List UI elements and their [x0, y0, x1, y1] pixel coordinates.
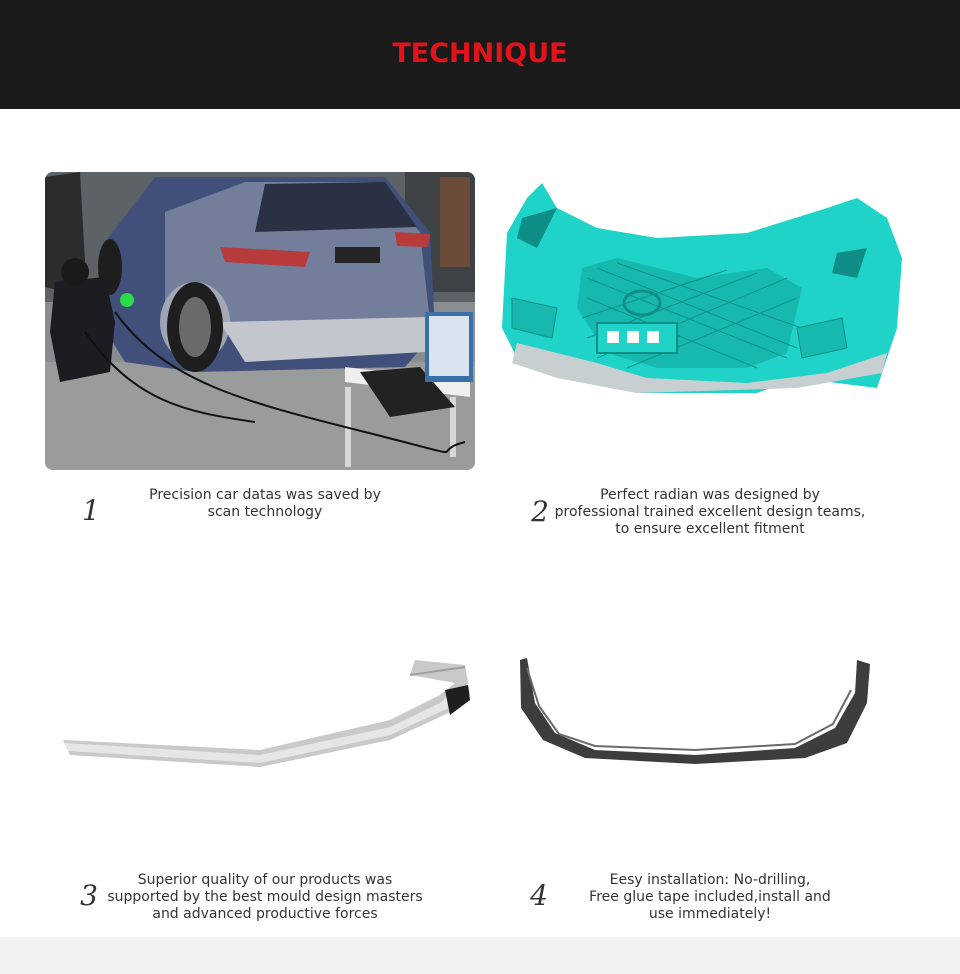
step-1-line-1: Precision car datas was saved by	[149, 487, 381, 503]
step-3-description	[100, 872, 430, 923]
step-3-number: 3	[80, 879, 98, 912]
step-3-line-2: supported by the best mould design masters	[107, 889, 423, 905]
car-scanning-photo	[45, 172, 475, 470]
step-2-line-2: professional trained excellent design teams,	[554, 504, 866, 520]
page-title: TECHNIQUE	[392, 38, 568, 69]
grey-lip-render	[60, 655, 472, 780]
step-2-description	[545, 487, 875, 538]
step-1-description	[120, 487, 410, 521]
step-4-number: 4	[530, 879, 548, 912]
step-1-line-2: scan technology	[207, 504, 323, 520]
header-banner	[0, 0, 960, 109]
step-4-description	[570, 872, 850, 923]
step-2-line-1: Perfect radian was designed by	[600, 487, 820, 503]
step-3-line-1: Superior quality of our products was	[137, 872, 393, 888]
footer-bar	[0, 937, 960, 974]
step-4-line-2: Free glue tape included,install and	[589, 889, 831, 905]
step-2-number: 2	[531, 495, 549, 528]
step-2-line-3: to ensure excellent fitment	[615, 521, 805, 537]
carbon-lip-render	[515, 658, 873, 768]
cyan-bumper-render	[497, 178, 907, 400]
step-4-line-3: use immediately!	[648, 906, 772, 922]
step-3-line-3: and advanced productive forces	[152, 906, 378, 922]
step-1-number: 1	[82, 494, 100, 527]
step-4-line-1: Eesy installation: No-drilling,	[609, 872, 811, 888]
